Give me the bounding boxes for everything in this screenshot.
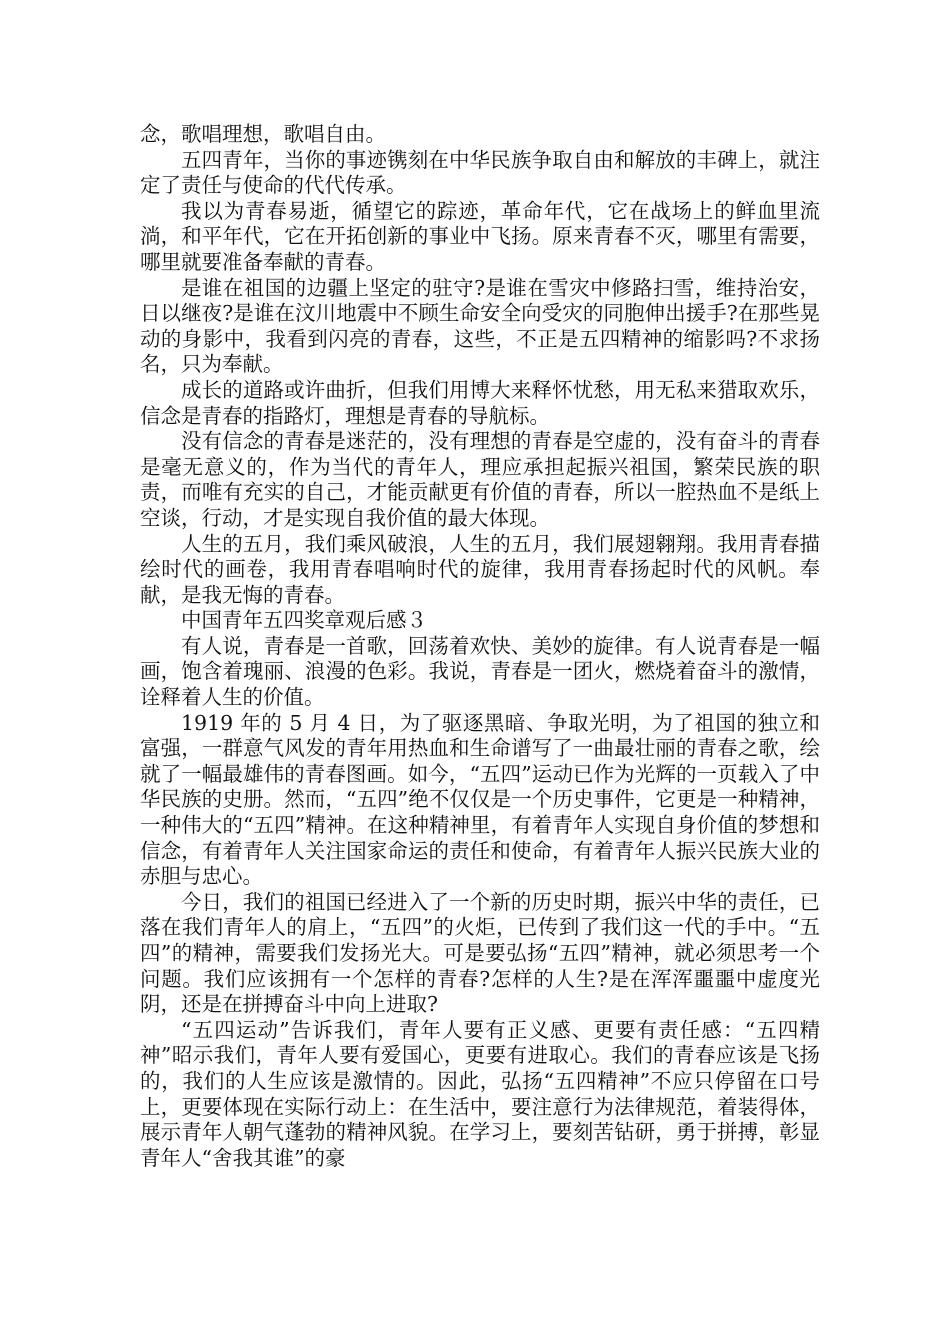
paragraph: 有人说，青春是一首歌，回荡着欢快、美妙的旋律。有人说青春是一幅画，饱含着瑰丽、浪漫的色彩。我说，青春是一团火，燃烧着奋斗的激情，诠释着人生的价值。: [140, 633, 820, 710]
paragraph: 今日，我们的祖国已经进入了一个新的历史时期，振兴中华的责任，已落在我们青年人的肩上，“五四”的火炬，已传到了我们这一代的手中。“五四”的精神，需要我们发扬光大。可是要弘扬“五四”精神，就必须思考一个问题。我们应该拥有一个怎样的青春?怎样的人生?是在浑浑噩噩中虚度光阴，还是在拼搏奋斗中向上进取?: [140, 889, 820, 1017]
paragraph: 人生的五月，我们乘风破浪，人生的五月，我们展翅翱翔。我用青春描绘时代的画卷，我用青春唱响时代的旋律，我用青春扬起时代的风帆。奉献，是我无悔的青春。: [140, 531, 820, 607]
paragraph-continuation: 念，歌唱理想，歌唱自由。: [140, 122, 386, 146]
paragraph: “五四运动”告诉我们，青年人要有正义感、更要有责任感：“五四精神”昭示我们，青年人要有爱国心，更要有进取心。我们的青春应该是飞扬的，我们的人生应该是激情的。因此，弘扬“五四精神”不应只停留在口号上，更要体现在实际行动上：在生活中，要注意行为法律规范，着装得体，展示青年人朝气蓬勃的精神风貌。在学习上，要刻苦钻研，勇于拼搏，彰显青年人“舍我其谁”的豪: [140, 1017, 820, 1170]
section-title: 中国青年五四奖章观后感３: [181, 608, 427, 633]
paragraph: 五四青年，当你的事迹镌刻在中华民族争取自由和解放的丰碑上，就注定了责任与使命的代代传承。: [140, 147, 820, 198]
paragraph: 成长的道路或许曲折，但我们用博大来释怀忧愁，用无私来猎取欢乐，信念是青春的指路灯，理想是青春的导航标。: [140, 377, 820, 428]
paragraph: 没有信念的青春是迷茫的，没有理想的青春是空虚的，没有奋斗的青春是毫无意义的，作为当代的青年人，理应承担起振兴祖国，繁荣民族的职责，而唯有充实的自己，才能贡献更有价值的青春，所以一腔热血不是纸上空谈，行动，才是实现自我价值的最大体现。: [140, 429, 820, 530]
document-body: [140, 122, 820, 1171]
paragraph: 1919 年的 5 月 4 日，为了驱逐黑暗、争取光明，为了祖国的独立和富强，一群意气风发的青年用热血和生命谱写了一曲最壮丽的青春之歌，绘就了一幅最雄伟的青春图画。如今，“五四”运动已作为光辉的一页载入了中华民族的史册。然而，“五四”绝不仅仅是一个历史事件，它更是一种精神，一种伟大的“五四”精神。在这种精神里，有着青年人实现自身价值的梦想和信念，有着青年人关注国家命运的责任和使命，有着青年人振兴民族大业的赤胆与忠心。: [140, 710, 820, 889]
paragraph: 我以为青春易逝，循望它的踪迹，革命年代，它在战场上的鲜血里流淌，和平年代，它在开拓创新的事业中飞扬。原来青春不灭，哪里有需要，哪里就要准备奉献的青春。: [140, 198, 820, 274]
paragraph: 是谁在祖国的边疆上坚定的驻守?是谁在雪灾中修路扫雪，维持治安，日以继夜?是谁在汶川地震中不顾生命安全向受灾的同胞伸出援手?在那些晃动的身影中，我看到闪亮的青春，这些，不正是五四精神的缩影吗?不求扬名，只为奉献。: [140, 275, 820, 377]
